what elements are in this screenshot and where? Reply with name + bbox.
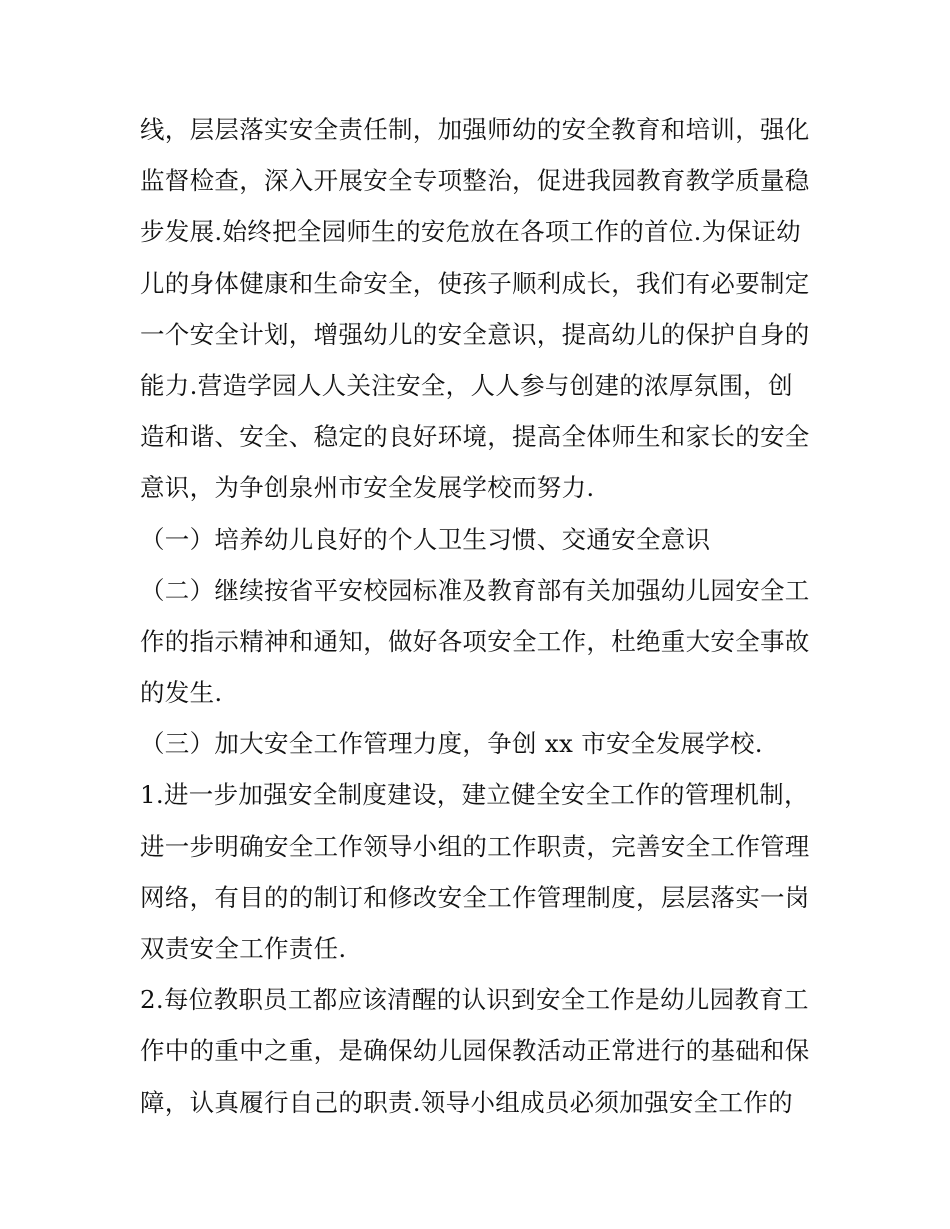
- text-line: （二）继续按省平安校园标准及教育部有关加强幼儿园安全工: [140, 575, 810, 605]
- text-line: 作的指示精神和通知，做好各项安全工作，杜绝重大安全事故: [140, 626, 810, 656]
- text-line: 儿的身体健康和生命安全，使孩子顺利成长，我们有必要制定: [140, 268, 810, 298]
- text-line: 能力.营造学园人人关注安全，人人参与创建的浓厚氛围，创: [140, 370, 793, 400]
- text-line: （一）培养幼儿良好的个人卫生习惯、交通安全意识: [140, 524, 711, 554]
- text-line: （三）加大安全工作管理力度，争创 xx 市安全发展学校.: [140, 729, 763, 759]
- text-line: 2.每位教职员工都应该清醒的认识到安全工作是幼儿园教育工: [140, 985, 809, 1015]
- text-line: 线，层层落实安全责任制，加强师幼的安全教育和培训，强化: [140, 115, 810, 144]
- text-line: 步发展.始终把全园师生的安危放在各项工作的首位.为保证幼: [140, 217, 801, 247]
- text-line: 网络，有目的的制订和修改安全工作管理制度，层层落实一岗: [140, 882, 810, 912]
- text-line: 一个安全计划，增强幼儿的安全意识，提高幼儿的保护自身的: [140, 319, 810, 349]
- text-line: 意识，为争创泉州市安全发展学校而努力.: [140, 473, 595, 503]
- text-line: 进一步明确安全工作领导小组的工作职责，完善安全工作管理: [140, 831, 810, 861]
- text-line: 双责安全工作责任.: [140, 934, 347, 963]
- text-line: 1.进一步加强安全制度建设，建立健全安全工作的管理机制，: [140, 780, 809, 810]
- text-line: 造和谐、安全、稳定的良好环境，提高全体师生和家长的安全: [140, 422, 810, 452]
- document-page: [140, 104, 820, 1128]
- text-line: 的发生.: [140, 678, 223, 708]
- text-line: 障，认真履行自己的职责.领导小组成员必须加强安全工作的: [140, 1087, 793, 1117]
- text-line: 监督检查，深入开展安全专项整治，促进我园教育教学质量稳: [140, 166, 810, 196]
- text-line: 作中的重中之重，是确保幼儿园保教活动正常进行的基础和保: [140, 1036, 810, 1066]
